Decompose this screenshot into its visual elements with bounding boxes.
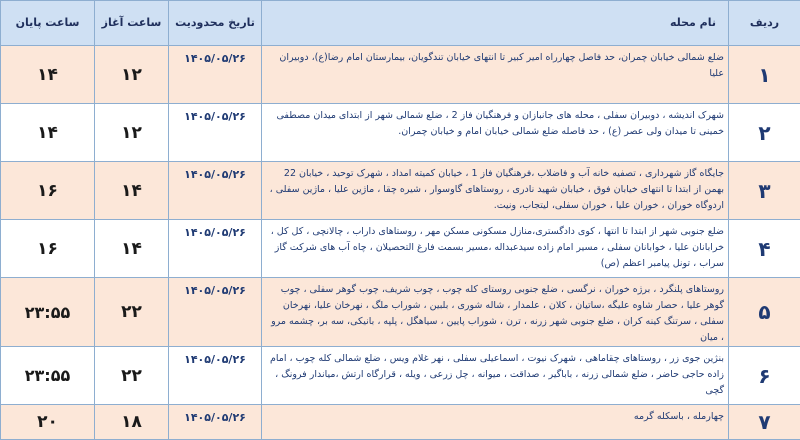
table-row (1, 220, 800, 278)
header-row (1, 1, 800, 46)
header-start: ساعت آغاز (95, 1, 169, 46)
start-time-cell: ۲۲ (95, 347, 169, 405)
end-time-cell: ۲۰ (1, 405, 95, 440)
row-number: ۳ (729, 162, 800, 220)
area-cell: چهارمله ، باسکله گرمه (262, 405, 729, 440)
date-cell: ۱۴۰۵/۰۵/۲۶ (169, 405, 262, 440)
date-cell: ۱۴۰۵/۰۵/۲۶ (169, 46, 262, 104)
row-number: ۴ (729, 220, 800, 278)
end-time-cell: ۲۳:۵۵ (1, 278, 95, 347)
table-row (1, 162, 800, 220)
table-row (1, 104, 800, 162)
date-cell: ۱۴۰۵/۰۵/۲۶ (169, 104, 262, 162)
start-time-cell: ۱۸ (95, 405, 169, 440)
row-number: ۱ (729, 46, 800, 104)
table-row (1, 278, 800, 347)
row-number: ۶ (729, 347, 800, 405)
area-cell: جایگاه گاز شهرداری ، تصفیه خانه آب و فاضلاب ،فرهنگیان فاز 1 ، خیابان کمیته امداد ، شهرک توحید ، خیابان 22 بهمن از ابتدا تا انتهای خیابان فوق ، خیابان شهید نادری ، روستاهای گاوسوار ، شیره چقا ، ماژین علیا ، ماژین سفلی ، اردوگاه خوران ، خوران علیا ، خوران سفلی، لیتجاب، ونیت. (262, 162, 729, 220)
end-time-cell: ۲۳:۵۵ (1, 347, 95, 405)
end-time-cell: ۱۴ (1, 46, 95, 104)
row-number: ۷ (729, 405, 800, 440)
date-cell: ۱۴۰۵/۰۵/۲۶ (169, 220, 262, 278)
header-date: تاریخ محدودیت (169, 1, 262, 46)
area-cell: ضلع شمالی خیابان چمران، حد فاصل چهارراه امیر کبیر تا انتهای خیابان تندگویان، بیمارستان امام رضا(ع)، دوبیران علیا (262, 46, 729, 104)
table-row (1, 405, 800, 440)
start-time-cell: ۱۲ (95, 104, 169, 162)
area-cell: روستاهای پلنگرد ، برژه خوران ، نرگسی ، ضلع جنوبی روستای کله چوب ، چوب شریف، چوب گوهر سفلی ، چوب گوهر علیا ، حصار شاوه علیگه ،ساتیان ، کلان ، علمدار ، شاله شوری ، بلبین ، شوراب ملگ ، نهرخان علیا، نهرخان سفلی ، سرتنگ کینه کران ، ضلع جنوبی شهر زرنه ، ترن ، شوراب پایین ، سیاهگل ، پلپه ، بانیکی، سه بر، چشمه مرو ، میان (262, 278, 729, 347)
start-time-cell: ۱۲ (95, 46, 169, 104)
end-time-cell: ۱۶ (1, 220, 95, 278)
date-cell: ۱۴۰۵/۰۵/۲۶ (169, 278, 262, 347)
area-cell: شهرک اندیشه ، دوبیران سفلی ، محله های جانبازان و فرهنگیان فاز 2 ، ضلع شمالی شهر از ابتدای میدان مصطفی خمینی تا میدان ولی عصر (ع) ، حد فاصله ضلع شمالی خیابان امام و خیابان چمران. (262, 104, 729, 162)
end-time-cell: ۱۶ (1, 162, 95, 220)
date-cell: ۱۴۰۵/۰۵/۲۶ (169, 162, 262, 220)
end-time-cell: ۱۴ (1, 104, 95, 162)
start-time-cell: ۲۲ (95, 278, 169, 347)
table-row (1, 347, 800, 405)
table-row (1, 46, 800, 104)
date-cell: ۱۴۰۵/۰۵/۲۶ (169, 347, 262, 405)
header-row-no: ردیف (729, 1, 800, 46)
header-area: نام محله (262, 1, 729, 46)
area-cell: ضلع جنوبی شهر از ابتدا تا انتها ، کوی دادگستری،منازل مسکونی مسکن مهر ، روستاهای داراب ، چالانچی ، کل کل ، خرابانان علیا ، خوابانان سفلی ، مسیر امام زاده سیدعبداله ،مسیر بسمت فارغ التحصیلان ، چاه آب های شرکت گاز سراب ، تونل پیامبر اعظم (ص) (262, 220, 729, 278)
row-number: ۵ (729, 278, 800, 347)
area-cell: بنژین جوی زر ، روستاهای چقاماهی ، شهرک نیوت ، اسماعیلی سفلی ، نهر غلام ویس ، ضلع شمالی کله چوب ، امام زاده حاجی حاضر ، ضلع شمالی زرنه ، باباگیر ، صداقت ، میوانه ، چل زرعی ، ویله ، قرارگاه ارتش ،میاندار فرونگ ، گچی (262, 347, 729, 405)
start-time-cell: ۱۴ (95, 162, 169, 220)
start-time-cell: ۱۴ (95, 220, 169, 278)
row-number: ۲ (729, 104, 800, 162)
header-end: ساعت پایان (1, 1, 95, 46)
